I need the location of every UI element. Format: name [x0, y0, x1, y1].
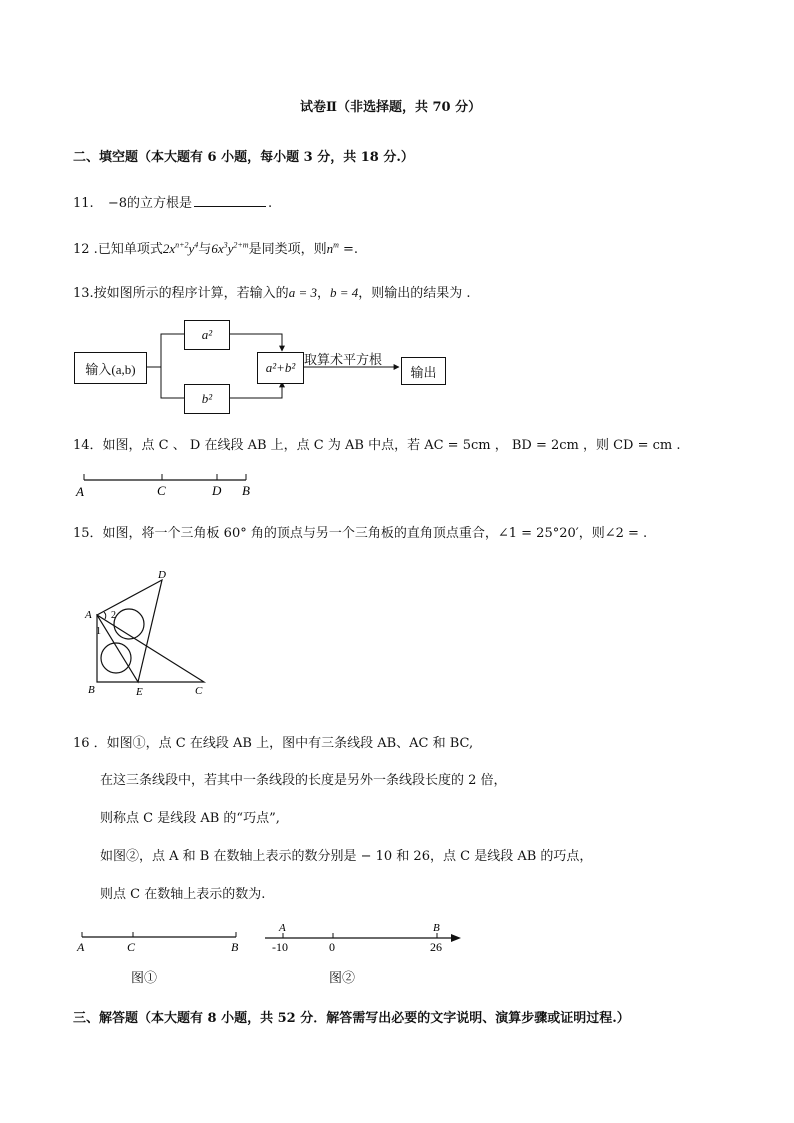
q14-label-a: A: [76, 484, 84, 499]
q11-expr: −8: [107, 196, 127, 211]
q15-label-e: E: [136, 686, 143, 698]
flow-operation-label: 取算术平方根: [304, 353, 383, 368]
fig1-label-c: C: [127, 940, 136, 954]
q13-sep: ，: [316, 286, 330, 301]
q15-label-a: A: [85, 609, 92, 621]
q12-mid: 与: [198, 242, 212, 257]
q12-ans-exp: m: [333, 240, 339, 250]
question-16-line-5: 则点 C 在数轴上表示的数为.: [100, 887, 266, 902]
q12-mono2-exp: 3: [223, 240, 228, 250]
flow-bottom-box: b²: [184, 384, 230, 414]
question-15: 15．如图，将一个三角板 60° 角的顶点与另一个三角板的直角顶点重合，∠1 = 25°20′，则∠2 = .: [73, 526, 648, 541]
q15-label-2: 2: [111, 610, 116, 621]
q15-label-d: D: [158, 569, 166, 581]
fig1-label-a: A: [77, 940, 85, 954]
q12-ans: n: [326, 241, 334, 256]
q12-mono1-yexp: 4: [194, 240, 199, 250]
q12-post: 是同类项，则: [248, 242, 327, 257]
question-16-line-4: 如图②，点 A 和 B 在数轴上表示的数分别是 − 10 和 26，点 C 是线段 AB 的巧点，: [100, 849, 593, 864]
q11-number: 11.: [73, 196, 94, 211]
q13-b: b = 4: [329, 285, 359, 300]
q12-mono2-yexp: 2+m: [233, 240, 249, 250]
fig2-arrowhead: [451, 934, 461, 942]
part2-heading: 二、填空题（本大题有 6 小题，每小题 3 分，共 18 分.）: [73, 150, 414, 165]
fig2-label-b: B: [433, 922, 440, 934]
q13-a: a = 3: [288, 285, 317, 300]
q15-label-b: B: [88, 684, 95, 696]
fig2-caption: 图②: [329, 971, 356, 986]
q11-text: 的立方根是: [127, 196, 193, 211]
fig2-tick-label-neg10: -10: [272, 940, 288, 954]
q15-label-1: 1: [96, 626, 101, 637]
q11-tail: .: [268, 196, 273, 211]
q12-number: 12 .: [73, 242, 98, 257]
q14-label-b: B: [242, 483, 250, 498]
flow-sum-box: a²+b²: [257, 352, 304, 384]
question-16-line-1: 16 ．如图①，点 C 在线段 AB 上，图中有三条线段 AB、AC 和 BC,: [73, 736, 474, 751]
q12-mono1-y: y: [188, 241, 195, 256]
q12-pre: 已知单项式: [97, 242, 163, 257]
fig2-tick-label-0: 0: [329, 940, 335, 954]
q14-label-d: D: [212, 483, 222, 498]
q12-end: =.: [338, 242, 359, 257]
question-14: 14．如图，点 C 、 D 在线段 AB 上，点 C 为 AB 中点，若 AC = 5cm ， BD = 2cm ，则 CD = cm .: [73, 438, 681, 453]
flow-output-box: 输出: [401, 357, 446, 385]
q12-mono2: 6x: [211, 241, 224, 256]
question-16-line-3: 则称点 C 是线段 AB 的“巧点”,: [100, 811, 280, 826]
part3-heading: 三、解答题（本大题有 8 小题，共 52 分．解答需写出必要的文字说明、演算步骤或证明过程.）: [73, 1011, 630, 1026]
q15-label-c: C: [195, 685, 203, 697]
fig2-tick-label-26: 26: [430, 940, 442, 954]
fig2-label-a: A: [279, 922, 286, 934]
q12-mono2-y: y: [227, 241, 234, 256]
fig1-label-b: B: [231, 940, 239, 954]
flow-top-box: a²: [184, 320, 230, 350]
q12-mono1-exp: n+2: [175, 240, 189, 250]
flow-input-box: 输入(a,b): [74, 352, 147, 384]
question-16-line-2: 在这三条线段中，若其中一条线段的长度是另外一条线段长度的 2 倍，: [100, 773, 507, 788]
q13-tail: ，则输出的结果为 .: [358, 286, 471, 301]
q14-label-c: C: [157, 483, 166, 498]
q12-mono1: 2x: [162, 241, 176, 256]
fig1-caption: 图①: [131, 971, 158, 986]
section-title: 试卷Ⅱ（非选择题，共 70 分）: [300, 100, 482, 115]
q13-text: 13.按如图所示的程序计算，若输入的: [73, 286, 289, 301]
